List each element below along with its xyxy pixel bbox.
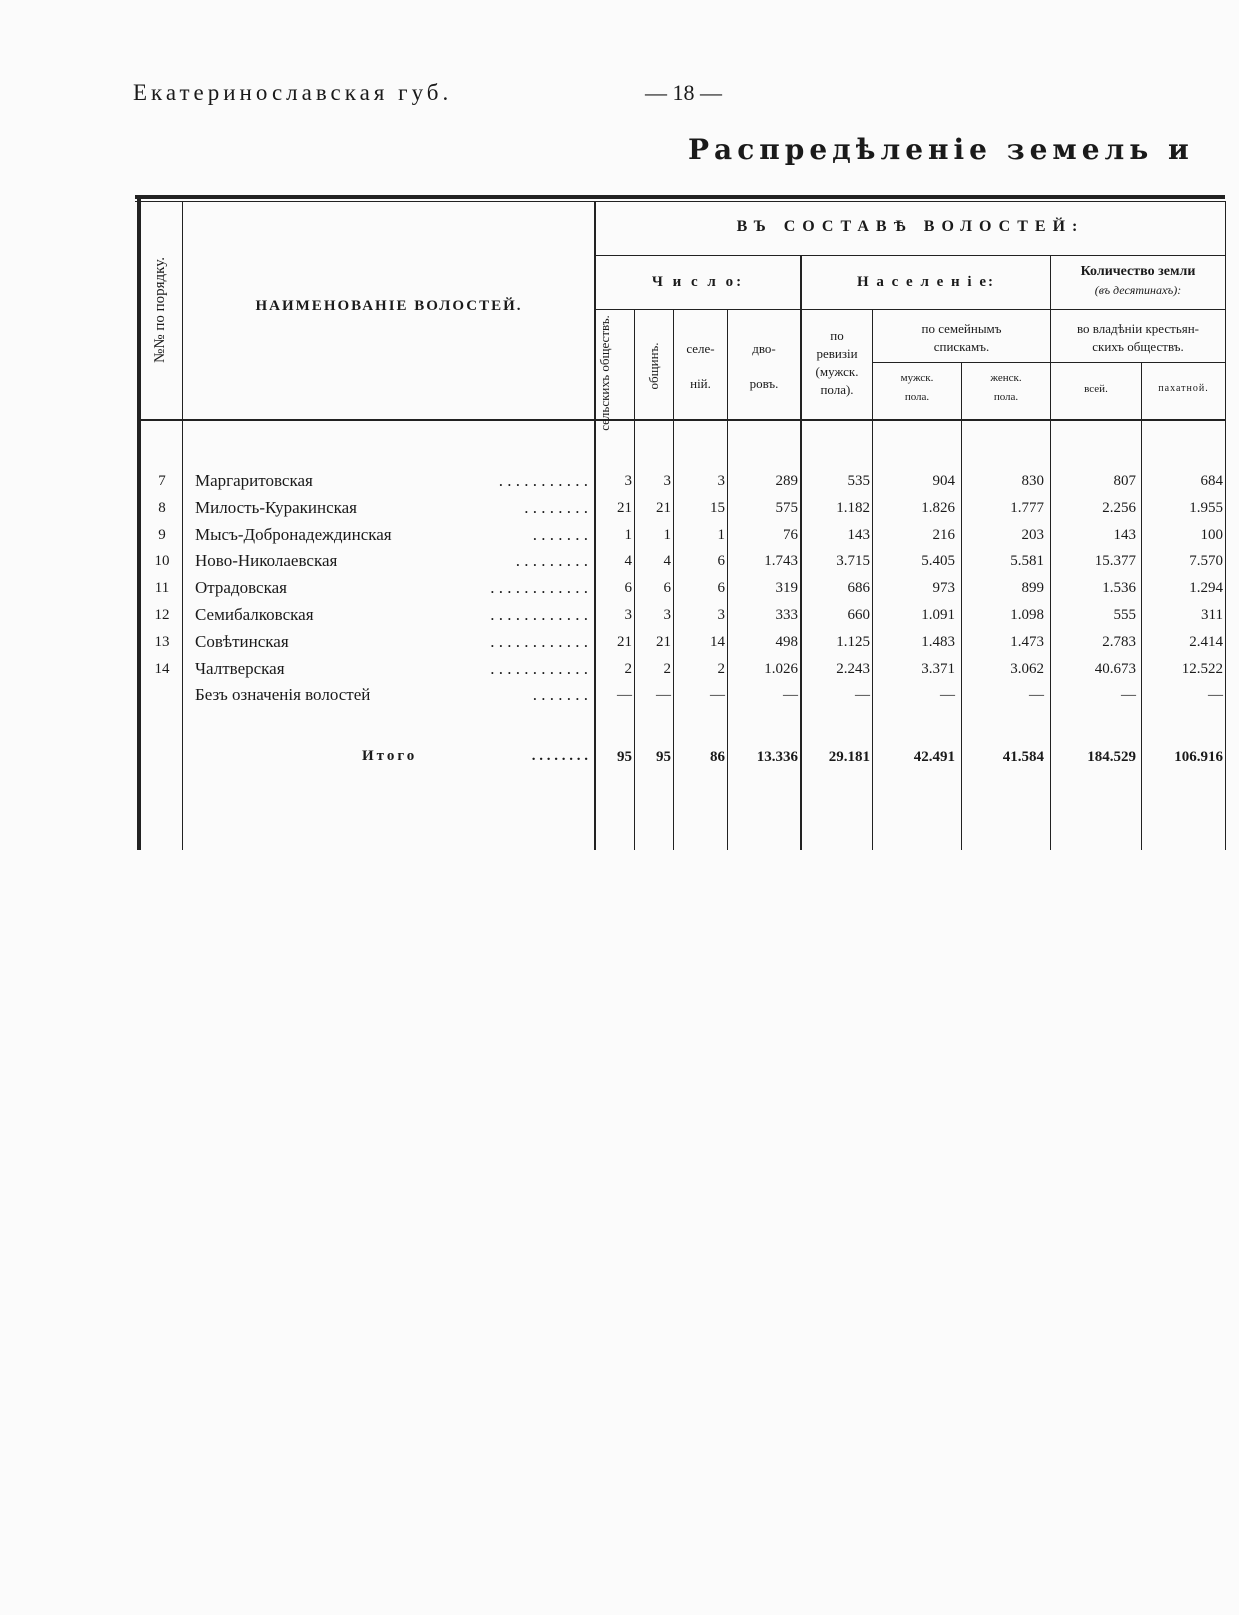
header-rule — [596, 309, 1225, 310]
cell-hh: 1.743 — [764, 553, 798, 569]
cell-com: 2 — [663, 661, 671, 677]
cell-all: 143 — [1113, 527, 1136, 543]
col-header-male-1: мужск. — [900, 372, 934, 384]
page-header-province: Екатеринославская губ. — [133, 80, 453, 105]
total-rev: 29.181 — [828, 749, 870, 765]
col-header-societies: сельскихъ обществъ. — [597, 315, 612, 431]
col-header-female-1: женск. — [990, 372, 1022, 384]
row-number: 11 — [154, 580, 170, 596]
table-top-rule — [135, 195, 1225, 199]
cell-rev: — — [855, 687, 870, 703]
total-arable: 106.916 — [1174, 749, 1223, 765]
cell-com: 3 — [663, 473, 671, 489]
cell-vil: 15 — [710, 500, 725, 516]
row-name: Чалтверская — [195, 659, 285, 678]
col-header-villages-1: селе- — [686, 341, 715, 356]
cell-vil: — — [710, 687, 725, 703]
cell-com: 21 — [656, 500, 671, 516]
cell-soc: 2 — [624, 661, 632, 677]
cell-vil: 3 — [717, 473, 725, 489]
cell-female: 1.098 — [1010, 607, 1044, 623]
col-header-all: всей. — [1084, 383, 1108, 395]
cell-female: 5.581 — [1010, 553, 1044, 569]
cell-com: 21 — [656, 634, 671, 650]
col-header-revision-2: ревизіи — [816, 346, 858, 361]
cell-male: — — [940, 687, 955, 703]
total-all: 184.529 — [1087, 749, 1136, 765]
cell-female: 1.473 — [1010, 634, 1044, 650]
cell-arable: 2.414 — [1189, 634, 1223, 650]
row-number: 7 — [158, 473, 166, 489]
cell-com: — — [656, 687, 671, 703]
cell-rev: 686 — [847, 580, 870, 596]
cell-male: 1.483 — [921, 634, 955, 650]
cell-female: 830 — [1021, 473, 1044, 489]
cell-soc: 3 — [624, 607, 632, 623]
row-number: 10 — [154, 553, 170, 569]
cell-male: 216 — [932, 527, 955, 543]
cell-com: 1 — [663, 527, 671, 543]
group-header-land-1: Количество земли — [1080, 264, 1196, 279]
row-leader-dots: . . . . . . . . . . . . — [490, 605, 588, 624]
cell-soc: 6 — [624, 580, 632, 596]
total-hh: 13.336 — [756, 749, 798, 765]
group-header-count: Ч и с л о: — [651, 274, 745, 290]
cell-female: 899 — [1021, 580, 1044, 596]
cell-rev: 3.715 — [836, 553, 870, 569]
row-name: Семибалковская — [195, 605, 314, 624]
group-header-population: Н а с е л е н і е: — [856, 274, 996, 290]
cell-arable: — — [1208, 687, 1223, 703]
cell-vil: 6 — [717, 553, 725, 569]
cell-male: 1.826 — [921, 500, 955, 516]
cell-vil: 3 — [717, 607, 725, 623]
cell-male: 1.091 — [921, 607, 955, 623]
cell-rev: 1.125 — [836, 634, 870, 650]
cell-vil: 6 — [717, 580, 725, 596]
col-header-female-2: пола. — [993, 391, 1019, 403]
row-name: Милость-Куракинская — [195, 498, 357, 517]
row-number: 9 — [158, 527, 166, 543]
cell-soc: — — [617, 687, 632, 703]
group-header-family-2: спискамъ. — [933, 339, 990, 354]
table-right-border — [1225, 201, 1226, 850]
col-header-arable: пахатной. — [1158, 383, 1209, 394]
cell-all: 40.673 — [1094, 661, 1136, 677]
col-header-households-2: ровъ. — [749, 376, 779, 391]
cell-arable: 684 — [1200, 473, 1223, 489]
cell-all: 807 — [1113, 473, 1136, 489]
row-leader-dots: . . . . . . . . . . . — [498, 471, 588, 490]
cell-hh: — — [783, 687, 798, 703]
cell-male: 973 — [932, 580, 955, 596]
cell-all: 1.536 — [1102, 580, 1136, 596]
total-soc: 95 — [617, 749, 632, 765]
section-title: Распредѣленіе земель и — [688, 133, 1194, 166]
cell-com: 3 — [663, 607, 671, 623]
total-female: 41.584 — [1002, 749, 1044, 765]
cell-soc: 4 — [624, 553, 632, 569]
table-left-border — [137, 197, 141, 850]
cell-vil: 1 — [717, 527, 725, 543]
cell-com: 6 — [663, 580, 671, 596]
total-com: 95 — [656, 749, 671, 765]
row-leader-dots: . . . . . . . . . . . . — [490, 578, 588, 597]
cell-arable: 12.522 — [1181, 661, 1223, 677]
cell-vil: 14 — [710, 634, 725, 650]
col-header-male-2: пола. — [904, 391, 930, 403]
header-rule — [596, 255, 1225, 256]
cell-female: 3.062 — [1010, 661, 1044, 677]
cell-all: 2.783 — [1102, 634, 1136, 650]
row-name: Безъ означенія волостей — [195, 685, 371, 704]
row-number: 8 — [158, 500, 166, 516]
cell-rev: 1.182 — [836, 500, 870, 516]
col-header-name: НАИМЕНОВАНІЕ ВОЛОСТЕЙ. — [255, 298, 523, 314]
cell-rev: 143 — [847, 527, 870, 543]
cell-rev: 660 — [847, 607, 870, 623]
cell-com: 4 — [663, 553, 671, 569]
row-name: Отрадовская — [195, 578, 287, 597]
row-leader-dots: . . . . . . . — [532, 525, 588, 544]
row-name: Совѣтинская — [195, 632, 289, 651]
total-vil: 86 — [710, 749, 725, 765]
row-number: 14 — [154, 661, 170, 677]
cell-hh: 1.026 — [764, 661, 798, 677]
total-label: Итого — [362, 748, 418, 764]
col-header-no: №№ по порядку. — [152, 256, 168, 364]
cell-all: 15.377 — [1094, 553, 1136, 569]
cell-hh: 319 — [775, 580, 798, 596]
cell-soc: 21 — [617, 634, 632, 650]
cell-soc: 21 — [617, 500, 632, 516]
cell-hh: 333 — [775, 607, 798, 623]
cell-hh: 76 — [783, 527, 798, 543]
group-header-land-2: (въ десятинахъ): — [1094, 283, 1182, 297]
cell-arable: 100 — [1200, 527, 1223, 543]
cell-arable: 1.294 — [1189, 580, 1223, 596]
row-leader-dots: . . . . . . . . . — [515, 551, 588, 570]
cell-soc: 1 — [624, 527, 632, 543]
page-number: — 18 — — [645, 80, 722, 105]
row-leader-dots: . . . . . . . . . . . . — [490, 632, 588, 651]
cell-female: 1.777 — [1010, 500, 1044, 516]
total-leader-dots: . . . . . . . . — [531, 748, 588, 764]
cell-male: 5.405 — [921, 553, 955, 569]
cell-arable: 311 — [1201, 607, 1223, 623]
col-header-revision-1: по — [830, 328, 844, 343]
cell-female: 203 — [1021, 527, 1044, 543]
cell-rev: 535 — [847, 473, 870, 489]
col-header-communities: общинъ. — [646, 342, 661, 390]
cell-female: — — [1029, 687, 1044, 703]
cell-all: 555 — [1113, 607, 1136, 623]
row-name: Ново-Николаевская — [195, 551, 338, 570]
col-header-households-1: дво- — [752, 341, 776, 356]
group-header-owned-1: во владѣніи крестьян- — [1076, 321, 1200, 336]
cell-male: 3.371 — [921, 661, 955, 677]
cell-hh: 289 — [775, 473, 798, 489]
col-header-villages-2: ній. — [690, 376, 711, 391]
row-leader-dots: . . . . . . . — [532, 685, 588, 704]
cell-arable: 7.570 — [1189, 553, 1223, 569]
cell-hh: 575 — [775, 500, 798, 516]
header-rule — [873, 362, 1050, 363]
cell-rev: 2.243 — [836, 661, 870, 677]
col-header-revision-3: (мужск. — [815, 364, 859, 379]
row-leader-dots: . . . . . . . . — [524, 498, 588, 517]
col-divider — [182, 201, 183, 850]
row-leader-dots: . . . . . . . . . . . . — [490, 659, 588, 678]
row-number: 13 — [154, 634, 170, 650]
row-number: 12 — [154, 607, 170, 623]
cell-hh: 498 — [775, 634, 798, 650]
group-header-owned-2: скихъ обществъ. — [1092, 339, 1184, 354]
cell-arable: 1.955 — [1189, 500, 1223, 516]
group-header-main: ВЪ СОСТАВѢ ВОЛОСТЕЙ: — [736, 218, 1085, 235]
col-header-revision-4: пола). — [820, 382, 854, 397]
cell-soc: 3 — [624, 473, 632, 489]
row-name: Маргаритовская — [195, 471, 313, 490]
cell-all: — — [1121, 687, 1136, 703]
header-rule — [1051, 362, 1225, 363]
cell-male: 904 — [932, 473, 955, 489]
row-name: Мысъ-Добронадеждинская — [195, 525, 392, 544]
table-top-rule-thin — [135, 201, 1225, 202]
total-male: 42.491 — [913, 749, 955, 765]
cell-all: 2.256 — [1102, 500, 1136, 516]
cell-vil: 2 — [717, 661, 725, 677]
header-bottom-rule — [141, 419, 1225, 421]
group-header-family-1: по семейнымъ — [921, 321, 1002, 336]
